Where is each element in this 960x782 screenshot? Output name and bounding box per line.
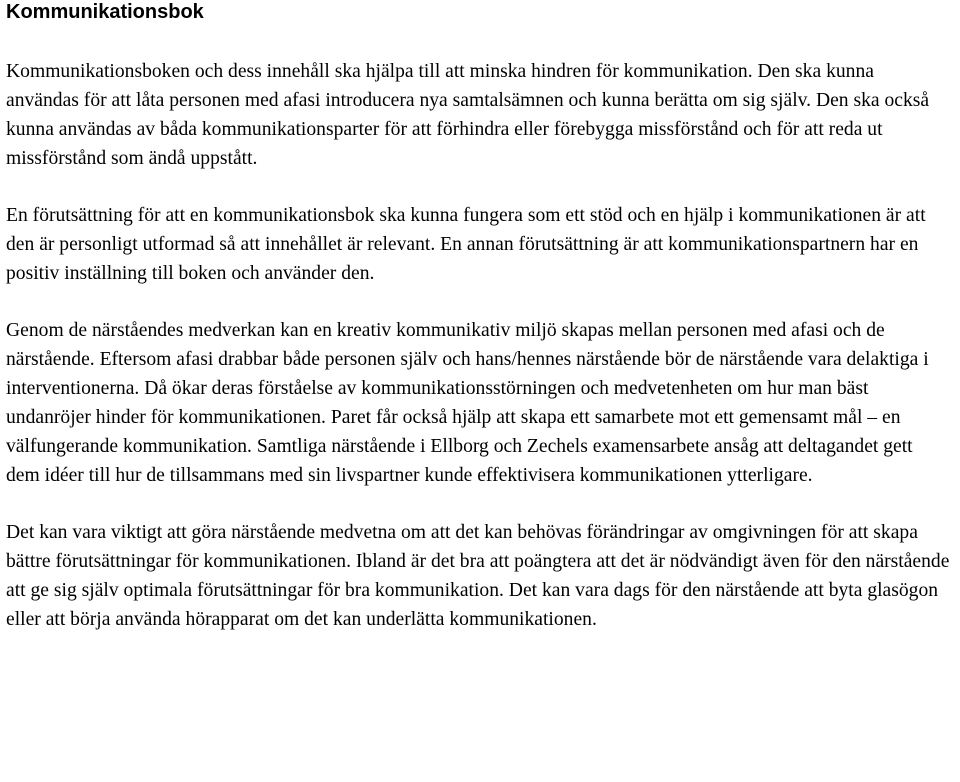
paragraph-3: Genom de närståendes medverkan kan en kreativ kommunikativ miljö skapas mellan personen med afasi och de närstående. Eftersom afasi drabbar både personen själv och hans/hennes närstående bör de närstående vara delaktiga i interventionerna. Då ökar deras förståelse av kommunikationsstörningen och medvetenheten om hur man bäst undanröjer hinder för kommunikationen. Paret får också hjälp att skapa ett samarbete mot ett gemensamt mål – en välfungerande kommunikation. Samtliga närstående i Ellborg och Zechels examensarbete ansåg att deltagandet gett dem idéer till hur de tillsammans med sin livspartner kunde effektivisera kommunikationen ytterligare. <box>6 320 929 486</box>
page-title: Kommunikationsbok <box>6 1 204 23</box>
paragraph-1: Kommunikationsboken och dess innehåll ska hjälpa till att minska hindren för kommunikation. Den ska kunna användas för att låta personen med afasi introducera nya samtalsämnen och kunna berätta om sig själv. Den ska också kunna användas av båda kommunikationsparter för att förhindra eller förebygga missförstånd och för att reda ut missförstånd som ändå uppstått. <box>6 61 930 169</box>
paragraph-2: En förutsättning för att en kommunikationsbok ska kunna fungera som ett stöd och en hjälp i kommunikationen är att den är personligt utformad så att innehållet är relevant. En annan förutsättning är att kommunikationspartnern har en positiv inställning till boken och använder den. <box>6 205 926 284</box>
paragraph-4: Det kan vara viktigt att göra närstående medvetna om att det kan behövas förändringar av omgivningen för att skapa bättre förutsättningar för kommunikationen. Ibland är det bra att poängtera att det är nödvändigt även för den närstående att ge sig själv optimala förutsättningar för bra kommunikation. Det kan vara dags för den närstående att byta glasögon eller att börja använda hörapparat om det kan underlätta kommunikationen. <box>6 522 950 630</box>
